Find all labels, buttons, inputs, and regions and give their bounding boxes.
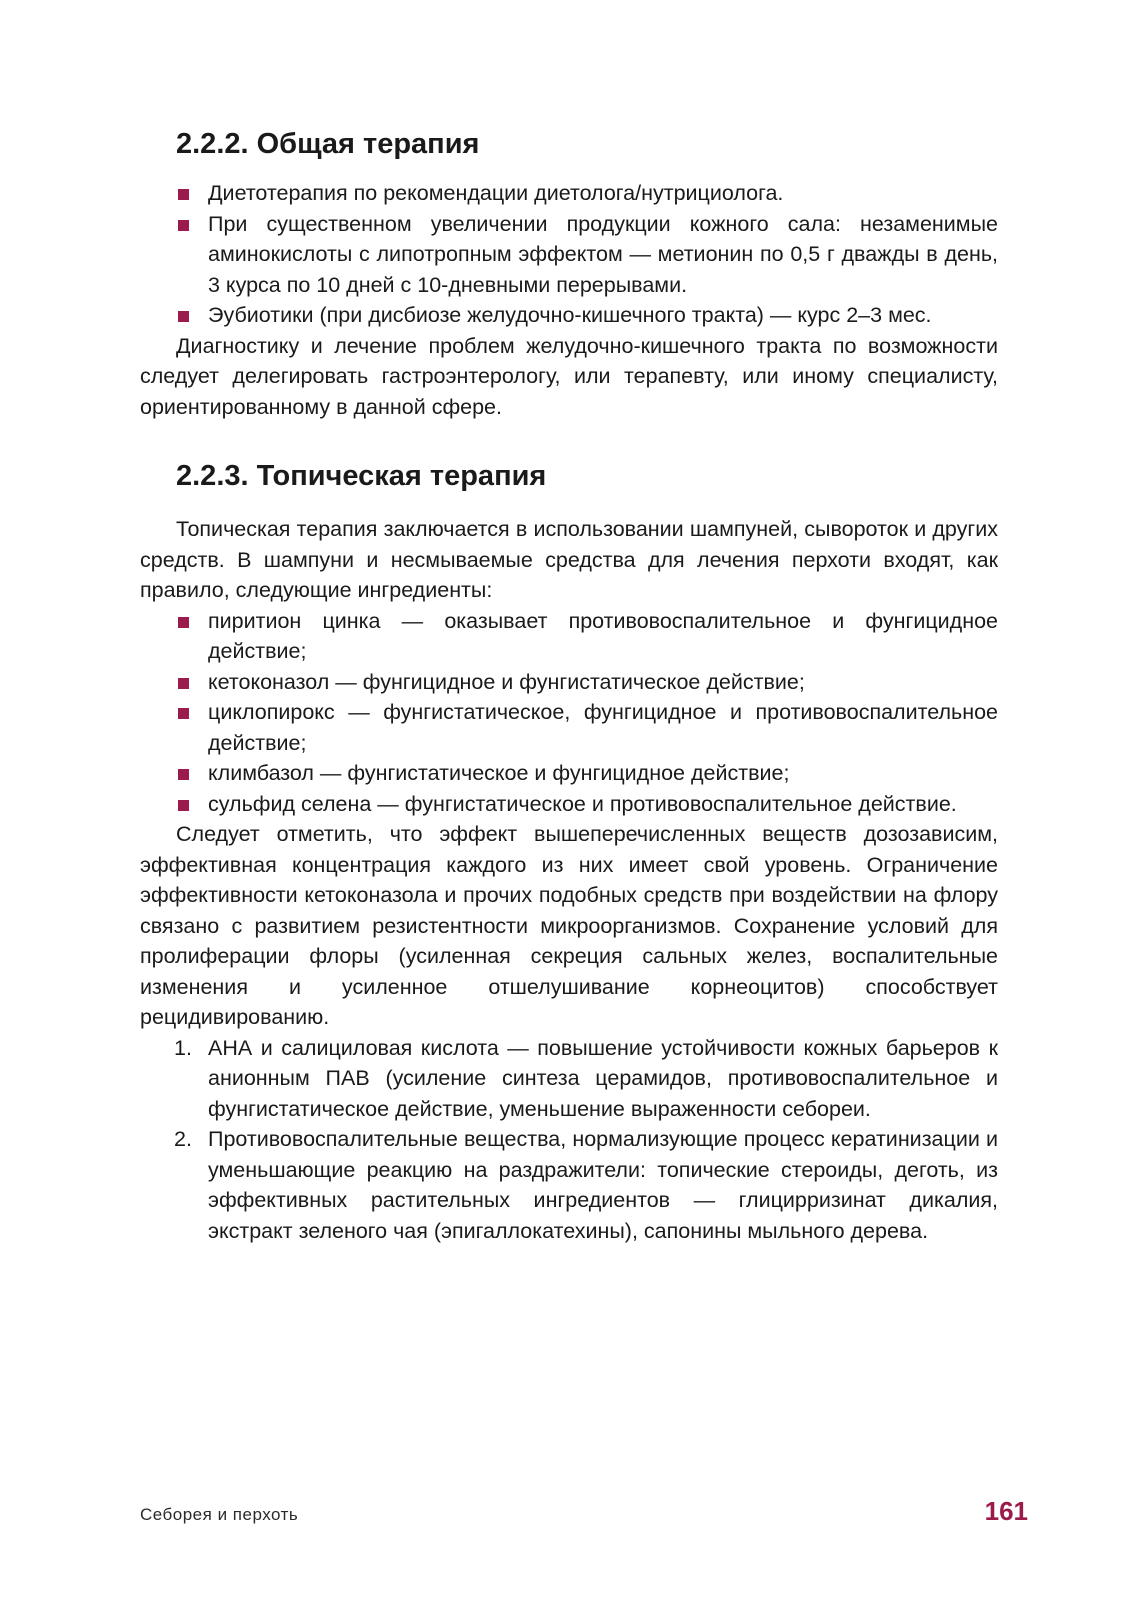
list-item: кетоконазол — фунгицидное и фунгистатическое действие;: [208, 667, 998, 698]
page-number: 161: [984, 1496, 1028, 1526]
paragraph: Топическая терапия заключается в использовании шампуней, сывороток и других средств. В шампуни и несмываемые средства для лечения перхоти входят, как правило, следующие ингредиенты:: [140, 517, 998, 602]
section-title-topical-therapy: 2.2.3. Топическая терапия: [176, 460, 547, 492]
section-title-general-therapy: 2.2.2. Общая терапия: [176, 128, 480, 160]
item-text: АНА и салициловая кислота — повышение устойчивости кожных барьеров к анионным ПАВ (усиление синтеза церамидов, противовоспалительное и фунгистатическое действие, уменьшение выраженности себореи.: [208, 1035, 998, 1121]
list-item: пиритион цинка — оказывает противовоспалительное и фунгицидное действие;: [208, 606, 998, 667]
list-item: циклопирокс — фунгистатическое, фунгицидное и противовоспалительное действие;: [208, 697, 998, 758]
numbered-list: [140, 1033, 998, 1247]
item-number: 1.: [174, 1035, 192, 1060]
paragraph: Следует отметить, что эффект вышеперечисленных веществ дозозависим, эффективная концентрация каждого из них имеет свой уровень. Ограничение эффективности кетоконазола и прочих подобных средств при воздействии на флору связано с развитием резистентности микроорганизмов. Сохранение условий для пролиферации флоры (усиленная секреция сальных желез, воспалительные изменения и усиленное отшелушивание корнеоцитов) способствует рецидивированию.: [140, 822, 998, 1029]
general-therapy-list: [140, 178, 998, 331]
list-item: Эубиотики (при дисбиозе желудочно-кишечного тракта) — курс 2–3 мес.: [208, 300, 998, 331]
list-item: сульфид селена — фунгистатическое и противовоспалительное действие.: [208, 789, 998, 820]
numbered-item: [174, 1124, 998, 1246]
ingredients-list: [140, 606, 998, 820]
list-item: Диетотерапия по рекомендации диетолога/нутрициолога.: [208, 178, 998, 209]
list-item: При существенном увеличении продукции кожного сала: незаменимые аминокислоты с липотропным эффектом — метионин по 0,5 г дважды в день, 3 курса по 10 дней с 10-дневными перерывами.: [208, 209, 998, 301]
item-number: 2.: [174, 1127, 192, 1151]
page-content: [140, 124, 998, 1246]
numbered-item: [174, 1033, 998, 1125]
paragraph: Диагностику и лечение проблем желудочно-кишечного тракта по возможности следует делегировать гастроэнтерологу, или терапевту, или иному специалисту, ориентированному в данной сфере.: [140, 333, 998, 419]
item-text: Противовоспалительные вещества, нормализующие процесс кератинизации и уменьшающие реакцию на раздражители: топические стероиды, деготь, из эффективных растительных ингредиентов — глицирризинат дикалия, экстракт зеленого чая (эпигаллокатехины), сапонины мыльного дерева.: [208, 1127, 998, 1243]
running-footer-title: Себорея и перхоть: [140, 1505, 299, 1524]
list-item: климбазол — фунгистатическое и фунгицидное действие;: [208, 758, 998, 789]
